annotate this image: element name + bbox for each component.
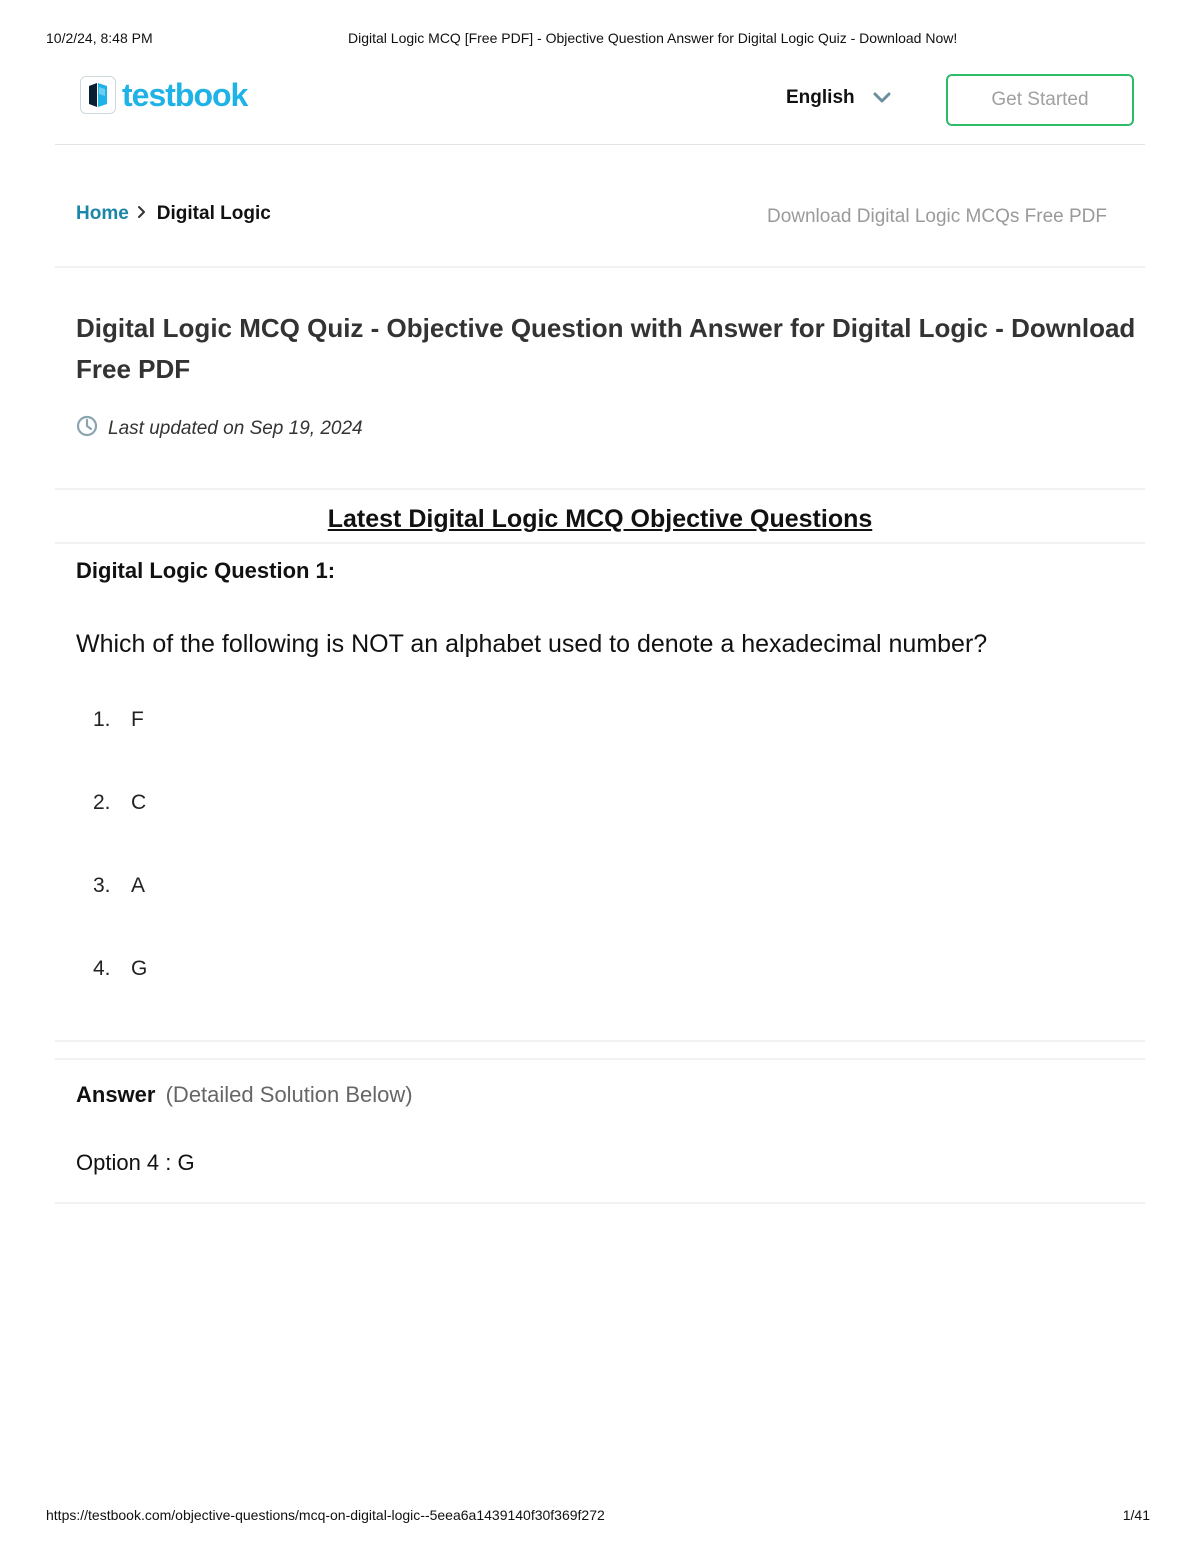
print-date: 10/2/24, 8:48 PM: [46, 30, 153, 46]
print-url: https://testbook.com/objective-questions/mcq-on-digital-logic--5eea6a1439140f30f369f272: [46, 1507, 605, 1523]
testbook-logo-icon: [80, 76, 116, 114]
breadcrumb-current: Digital Logic: [156, 203, 271, 224]
breadcrumb-bar: [55, 166, 1145, 268]
option-item[interactable]: [93, 708, 147, 791]
answer-label: Answer: [76, 1082, 156, 1107]
print-header: [46, 30, 1154, 50]
breadcrumb: [76, 203, 271, 225]
language-label: English: [786, 87, 855, 108]
language-selector[interactable]: [786, 86, 891, 110]
option-text: A: [131, 874, 146, 897]
top-navbar: [55, 70, 1145, 145]
print-page-number: 1/41: [1122, 1507, 1150, 1523]
option-number: 3.: [93, 874, 111, 897]
option-number: 2.: [93, 791, 111, 814]
section-heading: Latest Digital Logic MCQ Objective Questions: [55, 505, 1145, 544]
chevron-right-icon: [137, 203, 147, 225]
option-item[interactable]: [93, 791, 147, 874]
question-label: Digital Logic Question 1:: [76, 558, 336, 583]
question-card: [55, 548, 1145, 1042]
option-number: 4.: [93, 957, 111, 980]
answer-card: [55, 1058, 1145, 1204]
get-started-button[interactable]: Get Started: [946, 74, 1134, 126]
answer-option: Option 4 : G: [76, 1150, 195, 1175]
print-title: Digital Logic MCQ [Free PDF] - Objective Question Answer for Digital Logic Quiz - Download Now!: [348, 30, 958, 46]
download-pdf-link[interactable]: Download Digital Logic MCQs Free PDF: [766, 206, 1107, 227]
option-item[interactable]: [93, 874, 147, 957]
page-title: Digital Logic MCQ Quiz - Objective Question with Answer for Digital Logic - Download Free PDF: [76, 313, 1136, 384]
breadcrumb-home-link[interactable]: Home: [76, 203, 129, 224]
chevron-down-icon: [873, 88, 891, 110]
logo-wordmark: testbook: [122, 76, 248, 113]
article-header: [55, 290, 1145, 490]
option-text: C: [131, 791, 147, 814]
clock-icon: [76, 415, 98, 443]
last-updated: [76, 415, 363, 443]
option-number: 1.: [93, 708, 111, 731]
print-footer: [46, 1507, 1150, 1527]
answer-note: (Detailed Solution Below): [165, 1082, 413, 1107]
answer-heading: [76, 1082, 413, 1108]
logo[interactable]: [80, 76, 247, 114]
option-text: G: [131, 957, 148, 980]
option-item[interactable]: [93, 957, 147, 1040]
options-list: [93, 708, 147, 1040]
last-updated-text: Last updated on Sep 19, 2024: [108, 418, 363, 439]
question-text: Which of the following is NOT an alphabet used to denote a hexadecimal number?: [76, 630, 988, 658]
option-text: F: [131, 708, 144, 731]
